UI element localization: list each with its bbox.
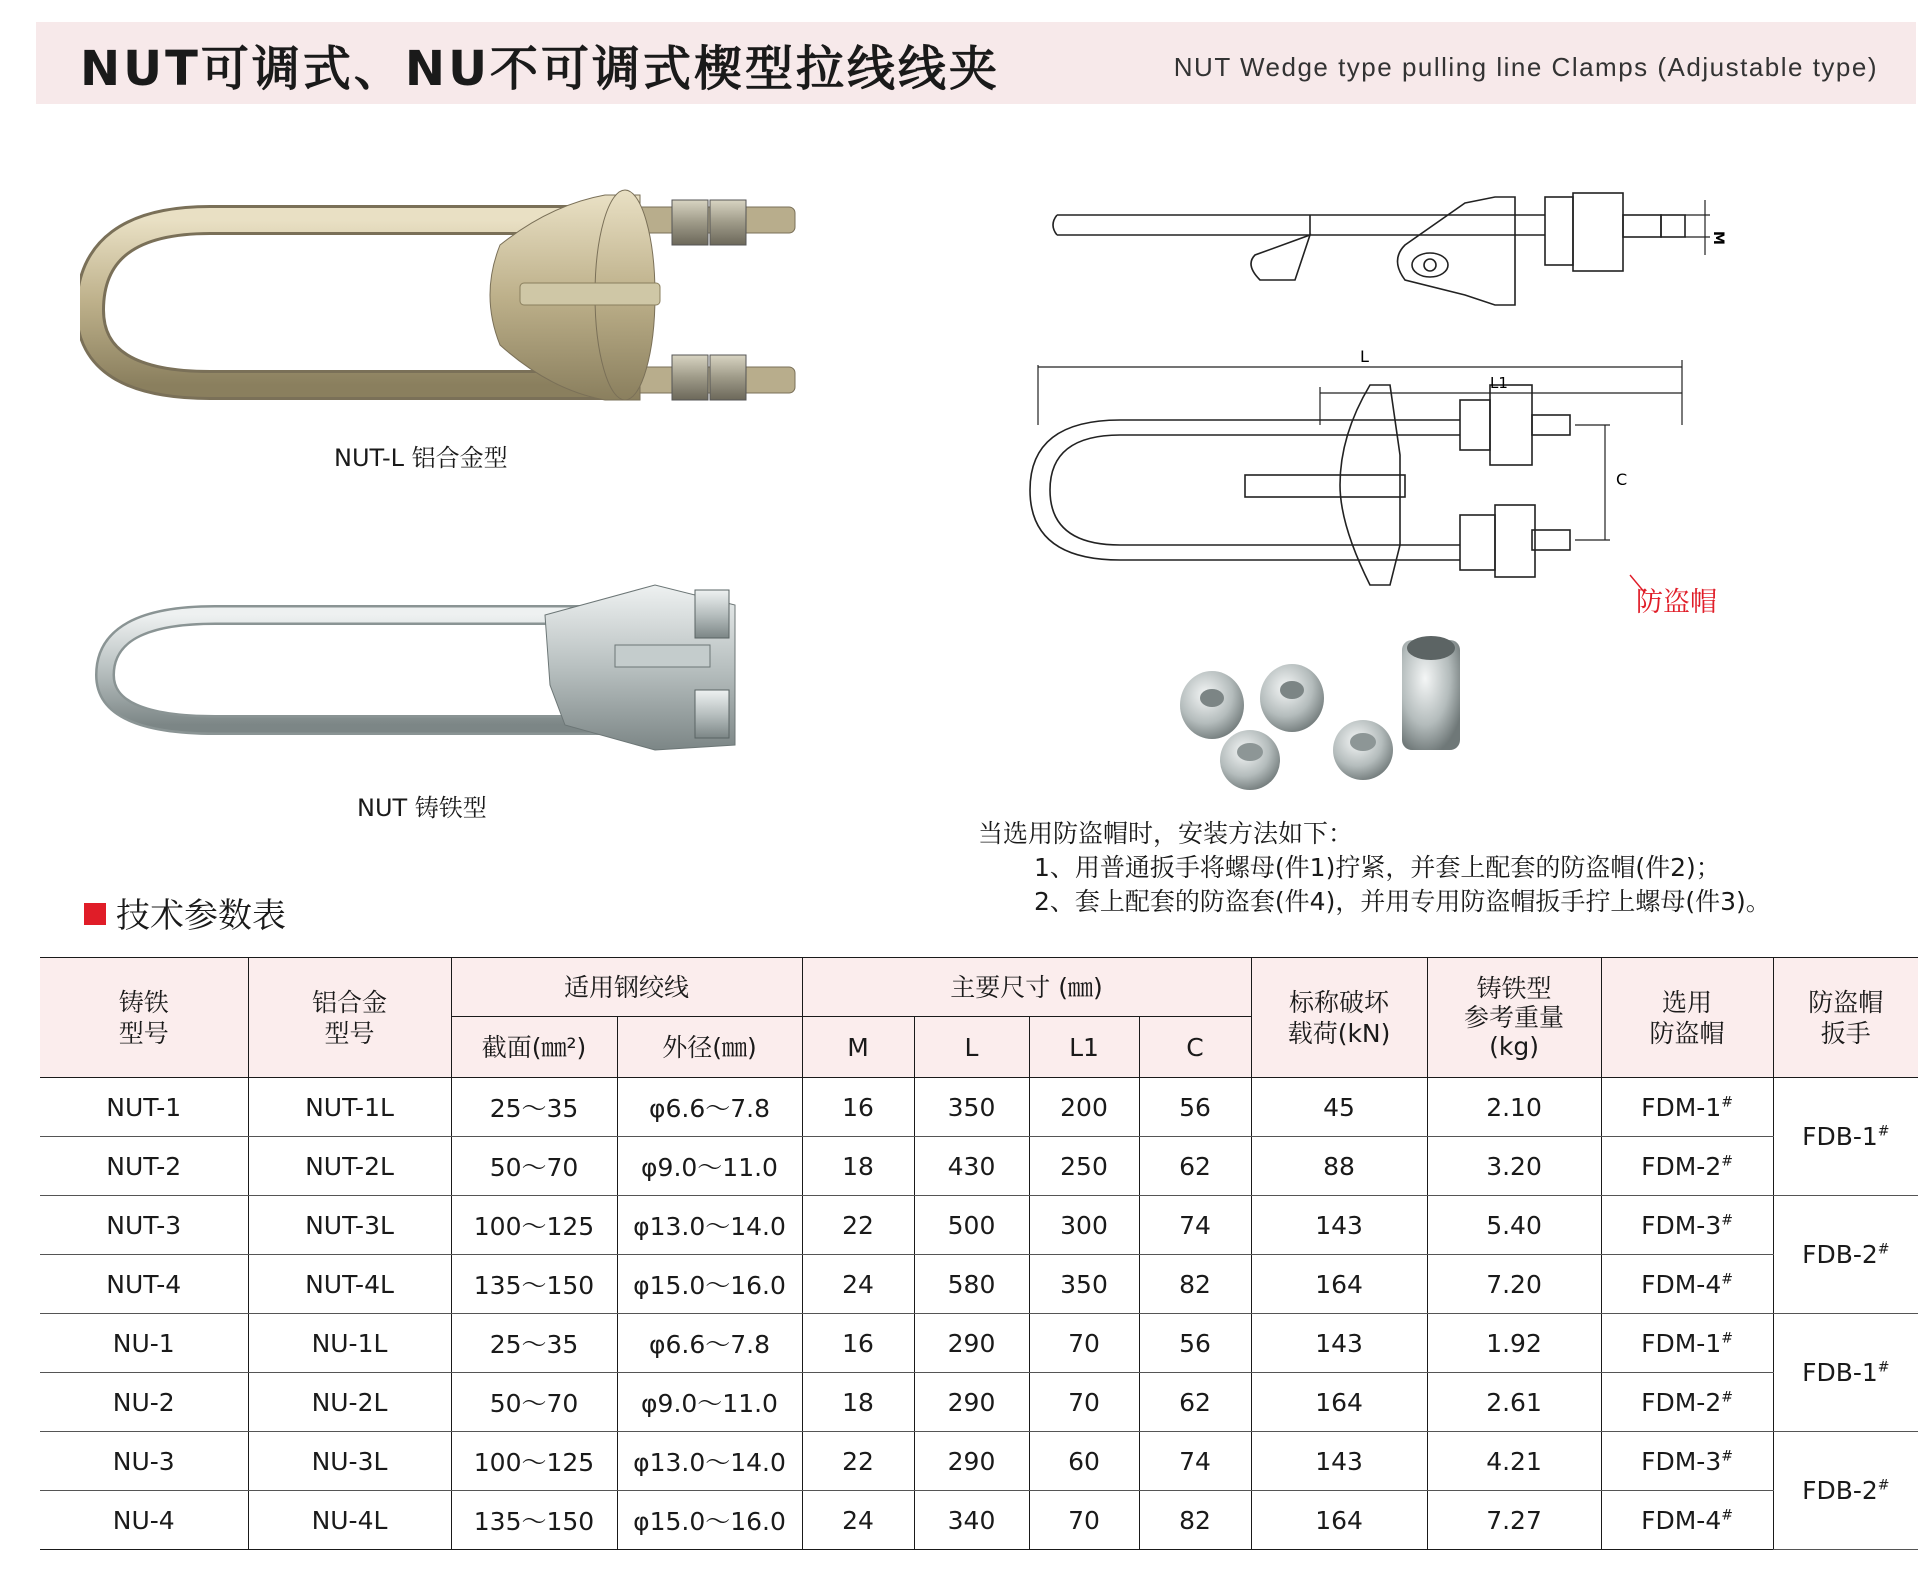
cell-breaking-load: 164 — [1251, 1255, 1427, 1314]
cell-aluminum-model: NUT-4L — [248, 1255, 451, 1314]
cell-m: 24 — [802, 1491, 914, 1550]
cell-outer-diameter: φ9.0～11.0 — [617, 1373, 802, 1432]
cell-breaking-load: 164 — [1251, 1373, 1427, 1432]
cell-cast-iron-model: NUT-1 — [40, 1078, 248, 1137]
cell-m: 16 — [802, 1078, 914, 1137]
aluminum-clamp-photo — [80, 185, 900, 410]
wrench-mark: # — [1877, 1123, 1890, 1140]
cell-l: 580 — [914, 1255, 1029, 1314]
cell-cast-iron-model: NU-3 — [40, 1432, 248, 1491]
cell-weight: 2.10 — [1427, 1078, 1601, 1137]
cap-mark: # — [1721, 1448, 1733, 1465]
cell-outer-diameter: φ6.6～7.8 — [617, 1078, 802, 1137]
cap-mark: # — [1721, 1389, 1733, 1406]
wrench-mark: # — [1877, 1241, 1890, 1258]
cell-anti-theft-cap — [1601, 1137, 1773, 1196]
cell-c: 56 — [1139, 1078, 1251, 1137]
cell-section-area: 50～70 — [451, 1137, 617, 1196]
dim-l-label: L — [1360, 347, 1369, 366]
cell-c: 82 — [1139, 1491, 1251, 1550]
cap-model: FDM-1 — [1641, 1092, 1722, 1122]
col-header-cap: 选用 防盗帽 — [1601, 958, 1773, 1078]
col-header-aluminum-model: 铝合金 型号 — [248, 958, 451, 1078]
cell-anti-theft-cap — [1601, 1078, 1773, 1137]
cell-anti-theft-cap — [1601, 1373, 1773, 1432]
cell-cast-iron-model: NU-2 — [40, 1373, 248, 1432]
cell-breaking-load: 164 — [1251, 1491, 1427, 1550]
cell-l: 350 — [914, 1078, 1029, 1137]
cell-outer-diameter: φ13.0～14.0 — [617, 1432, 802, 1491]
cap-model: FDM-2 — [1641, 1387, 1722, 1417]
cell-section-area: 135～150 — [451, 1255, 617, 1314]
col-header-section-area: 截面(㎜²) — [451, 1017, 617, 1078]
col-header-weight: 铸铁型 参考重量 (kg) — [1427, 958, 1601, 1078]
table-row — [40, 1491, 1918, 1550]
cell-section-area: 135～150 — [451, 1491, 617, 1550]
cell-anti-theft-cap — [1601, 1255, 1773, 1314]
cap-model: FDM-4 — [1641, 1505, 1722, 1535]
cell-m: 16 — [802, 1314, 914, 1373]
cell-aluminum-model: NU-1L — [248, 1314, 451, 1373]
anti-theft-cap-label: 防盗帽 — [1636, 587, 1717, 618]
page-title: NUT可调式、NU不可调式楔型拉线线夹 — [80, 41, 1001, 97]
cell-weight: 2.61 — [1427, 1373, 1601, 1432]
page-subtitle-en: NUT Wedge type pulling line Clamps (Adjustable type) — [1173, 52, 1878, 82]
cell-outer-diameter: φ9.0～11.0 — [617, 1137, 802, 1196]
col-header-m: M — [802, 1017, 914, 1078]
table-row — [40, 1255, 1918, 1314]
cell-l: 290 — [914, 1373, 1029, 1432]
table-row — [40, 1314, 1918, 1373]
cell-l1: 350 — [1029, 1255, 1139, 1314]
cell-c: 74 — [1139, 1196, 1251, 1255]
dim-l1-label: L1 — [1490, 374, 1508, 392]
cell-wrench — [1773, 1196, 1918, 1314]
cell-l: 430 — [914, 1137, 1029, 1196]
clamp-side-view-drawing — [1045, 185, 1745, 325]
cell-l1: 250 — [1029, 1137, 1139, 1196]
cell-weight: 3.20 — [1427, 1137, 1601, 1196]
col-header-c: C — [1139, 1017, 1251, 1078]
cell-section-area: 25～35 — [451, 1314, 617, 1373]
table-row — [40, 1373, 1918, 1432]
installation-note — [978, 817, 1771, 919]
cell-weight: 5.40 — [1427, 1196, 1601, 1255]
table-row — [40, 1078, 1918, 1137]
cell-anti-theft-cap — [1601, 1196, 1773, 1255]
cell-m: 22 — [802, 1196, 914, 1255]
cell-aluminum-model: NU-3L — [248, 1432, 451, 1491]
cell-weight: 1.92 — [1427, 1314, 1601, 1373]
spec-table-body — [40, 1078, 1918, 1550]
cell-aluminum-model: NU-4L — [248, 1491, 451, 1550]
cap-mark: # — [1721, 1330, 1733, 1347]
cell-cast-iron-model: NUT-2 — [40, 1137, 248, 1196]
cell-cast-iron-model: NU-4 — [40, 1491, 248, 1550]
cell-outer-diameter: φ6.6～7.8 — [617, 1314, 802, 1373]
cell-outer-diameter: φ15.0～16.0 — [617, 1491, 802, 1550]
cell-l: 290 — [914, 1314, 1029, 1373]
cell-wrench — [1773, 1078, 1918, 1196]
cell-breaking-load: 143 — [1251, 1196, 1427, 1255]
cell-cast-iron-model: NU-1 — [40, 1314, 248, 1373]
cell-cast-iron-model: NUT-4 — [40, 1255, 248, 1314]
cell-anti-theft-cap — [1601, 1432, 1773, 1491]
spec-table — [40, 957, 1918, 1550]
note-step-2: 2、套上配套的防盗套(件4)，并用专用防盗帽扳手拧上螺母(件3)。 — [1034, 887, 1771, 916]
cell-c: 62 — [1139, 1373, 1251, 1432]
cap-mark: # — [1721, 1271, 1733, 1288]
cell-anti-theft-cap — [1601, 1491, 1773, 1550]
cast-iron-clamp-photo — [95, 575, 815, 755]
cell-l1: 200 — [1029, 1078, 1139, 1137]
cell-aluminum-model: NU-2L — [248, 1373, 451, 1432]
cell-breaking-load: 45 — [1251, 1078, 1427, 1137]
wrench-model: FDB-1 — [1802, 1358, 1878, 1387]
cell-anti-theft-cap — [1601, 1314, 1773, 1373]
cell-l: 290 — [914, 1432, 1029, 1491]
wrench-mark: # — [1877, 1359, 1890, 1376]
cell-section-area: 100～125 — [451, 1196, 617, 1255]
cell-aluminum-model: NUT-1L — [248, 1078, 451, 1137]
cell-aluminum-model: NUT-2L — [248, 1137, 451, 1196]
cell-outer-diameter: φ15.0～16.0 — [617, 1255, 802, 1314]
cell-c: 62 — [1139, 1137, 1251, 1196]
cap-model: FDM-2 — [1641, 1151, 1722, 1181]
wrench-mark: # — [1877, 1477, 1890, 1494]
cell-l: 340 — [914, 1491, 1029, 1550]
wrench-model: FDB-2 — [1802, 1476, 1878, 1505]
cell-weight: 7.27 — [1427, 1491, 1601, 1550]
cell-aluminum-model: NUT-3L — [248, 1196, 451, 1255]
note-step-1: 1、用普通扳手将螺母(件1)拧紧，并套上配套的防盗帽(件2)； — [1034, 853, 1721, 882]
cell-section-area: 25～35 — [451, 1078, 617, 1137]
cell-m: 22 — [802, 1432, 914, 1491]
wrench-model: FDB-1 — [1802, 1122, 1878, 1151]
note-heading: 当选用防盗帽时，安装方法如下： — [978, 819, 1354, 848]
dim-m-label: M — [1710, 231, 1726, 245]
cell-l: 500 — [914, 1196, 1029, 1255]
cap-mark: # — [1721, 1507, 1733, 1524]
aluminum-clamp-caption: NUT-L 铝合金型 — [334, 444, 508, 472]
col-header-l: L — [914, 1017, 1029, 1078]
cell-wrench — [1773, 1432, 1918, 1550]
col-header-cast-iron-model: 铸铁 型号 — [40, 958, 248, 1078]
cell-section-area: 50～70 — [451, 1373, 617, 1432]
cell-breaking-load: 88 — [1251, 1137, 1427, 1196]
cap-mark: # — [1721, 1212, 1733, 1229]
cell-m: 18 — [802, 1137, 914, 1196]
cap-mark: # — [1721, 1094, 1733, 1111]
cell-l1: 60 — [1029, 1432, 1139, 1491]
cell-l1: 70 — [1029, 1314, 1139, 1373]
col-header-main-dims: 主要尺寸 (㎜) — [802, 958, 1251, 1017]
col-header-l1: L1 — [1029, 1017, 1139, 1078]
cell-section-area: 100～125 — [451, 1432, 617, 1491]
col-header-breaking-load: 标称破坏 载荷(kN) — [1251, 958, 1427, 1078]
cap-model: FDM-1 — [1641, 1328, 1722, 1358]
cell-breaking-load: 143 — [1251, 1432, 1427, 1491]
cap-model: FDM-3 — [1641, 1210, 1722, 1240]
cell-cast-iron-model: NUT-3 — [40, 1196, 248, 1255]
cap-model: FDM-4 — [1641, 1269, 1722, 1299]
cell-weight: 4.21 — [1427, 1432, 1601, 1491]
cell-l1: 300 — [1029, 1196, 1139, 1255]
table-row — [40, 1432, 1918, 1491]
cell-l1: 70 — [1029, 1491, 1139, 1550]
section-title: 技术参数表 — [84, 888, 286, 937]
dim-c-label: C — [1616, 470, 1628, 489]
clamp-dimension-drawing — [1020, 345, 1720, 595]
col-header-strand-group: 适用钢绞线 — [451, 958, 802, 1017]
cell-c: 74 — [1139, 1432, 1251, 1491]
cast-iron-clamp-caption: NUT 铸铁型 — [357, 794, 487, 822]
cell-outer-diameter: φ13.0～14.0 — [617, 1196, 802, 1255]
cell-breaking-load: 143 — [1251, 1314, 1427, 1373]
cell-m: 18 — [802, 1373, 914, 1432]
cell-c: 56 — [1139, 1314, 1251, 1373]
anti-theft-caps-photo — [1180, 630, 1480, 795]
col-header-wrench: 防盗帽 扳手 — [1773, 958, 1918, 1078]
cell-wrench — [1773, 1314, 1918, 1432]
red-square-bullet — [84, 903, 106, 925]
wrench-model: FDB-2 — [1802, 1240, 1878, 1269]
cap-mark: # — [1721, 1153, 1733, 1170]
table-row — [40, 1137, 1918, 1196]
cell-m: 24 — [802, 1255, 914, 1314]
table-row — [40, 1196, 1918, 1255]
cell-weight: 7.20 — [1427, 1255, 1601, 1314]
col-header-outer-diameter: 外径(㎜) — [617, 1017, 802, 1078]
cell-l1: 70 — [1029, 1373, 1139, 1432]
cap-model: FDM-3 — [1641, 1446, 1722, 1476]
cell-c: 82 — [1139, 1255, 1251, 1314]
